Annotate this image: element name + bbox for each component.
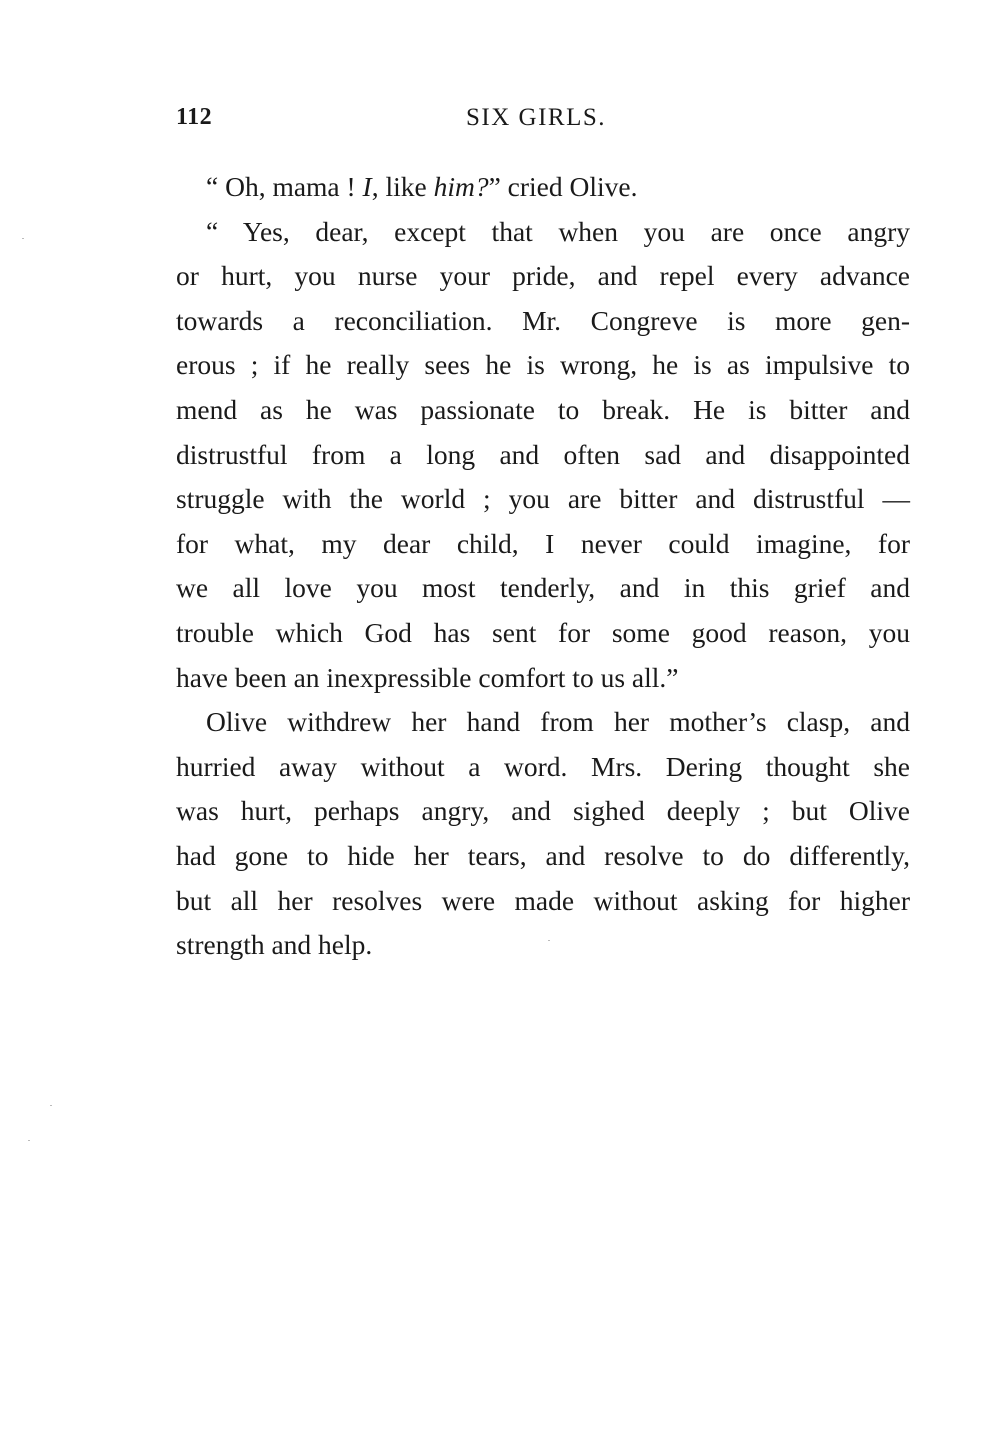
paragraph-1-line-1: [176, 165, 910, 210]
paragraph-3-line-2: hurried away without a word. Mrs. Dering thought she: [176, 750, 910, 782]
paragraph-2-line-2: or hurt, you nurse your pride, and repel every advance: [176, 260, 910, 292]
paragraph-2-line-11: have been an inexpressible comfort to us all.”: [176, 661, 679, 693]
text-run: “ Oh, mama !: [206, 171, 363, 202]
italic-text-run: him?: [433, 171, 489, 202]
scan-speck: [548, 940, 550, 941]
scan-speck: [50, 1105, 52, 1106]
paragraph-2-line-3: towards a reconciliation. Mr. Congreve is more gen-: [176, 304, 910, 336]
paragraph-3-line-1: Olive withdrew her hand from her mother’s clasp, and: [206, 706, 910, 738]
paragraph-2-line-5: mend as he was passionate to break. He is bitter and: [176, 393, 910, 425]
paragraph-3-line-5: but all her resolves were made without asking for higher: [176, 884, 910, 916]
paragraph-3-line-6: strength and help.: [176, 929, 373, 961]
italic-text-run: I: [362, 171, 372, 202]
paragraph-2-line-8: for what, my dear child, I never could imagine, for: [176, 527, 910, 559]
paragraph-2-line-4: erous ; if he really sees he is wrong, he is as impulsive to: [176, 349, 910, 381]
body-text: [176, 165, 910, 968]
paragraph-3-line-3: was hurt, perhaps angry, and sighed deeply ; but Olive: [176, 795, 910, 827]
page-number: 112: [176, 104, 213, 130]
paragraph-3-line-4: had gone to hide her tears, and resolve to do differently,: [176, 839, 910, 871]
running-head: [176, 100, 910, 136]
scan-speck: [28, 1140, 30, 1141]
paragraph-2-line-1: “ Yes, dear, except that when you are once angry: [206, 215, 910, 247]
paragraph-2-line-10: trouble which God has sent for some good reason, you: [176, 616, 910, 648]
text-run: ” cried Olive.: [488, 171, 638, 202]
paragraph-2-line-7: struggle with the world ; you are bitter and distrustful —: [176, 483, 910, 515]
scan-speck: [22, 238, 24, 239]
text-run: , like: [371, 171, 434, 202]
book-title: SIX GIRLS.: [466, 104, 607, 131]
paragraph-2-line-9: we all love you most tenderly, and in this grief and: [176, 572, 910, 604]
paragraph-2-line-6: distrustful from a long and often sad and disappointed: [176, 438, 910, 470]
